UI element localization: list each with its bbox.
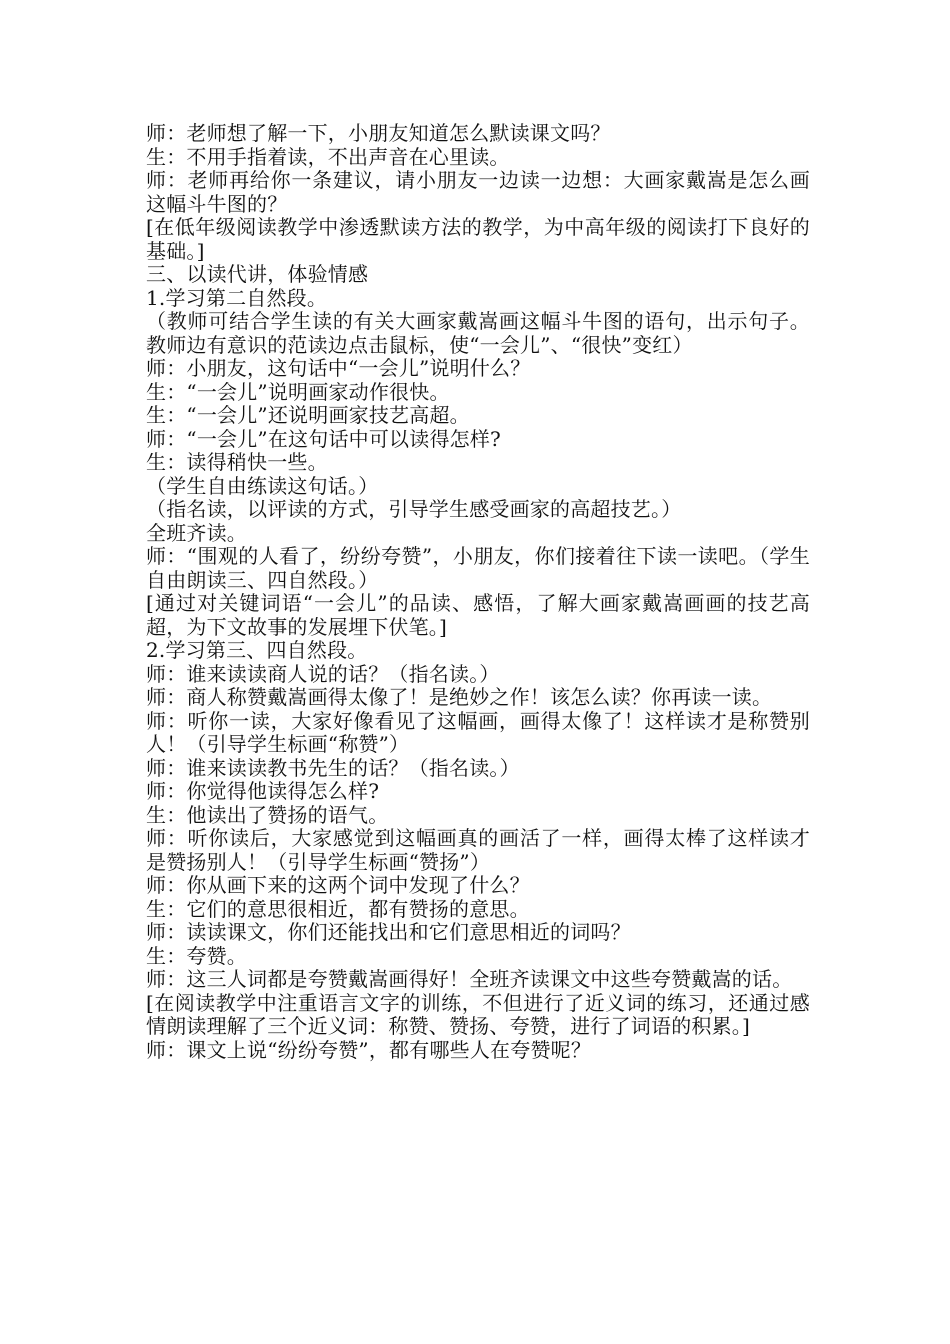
- stage-direction: （指名读，以评读的方式，引导学生感受画家的高超技艺。）: [146, 497, 682, 521]
- stage-direction: （学生自由练读这句话。）: [146, 473, 379, 498]
- dialogue-line: 生：不用手指着读，不出声音在心里读。: [146, 144, 510, 169]
- dialogue-line: 生：“一会儿”说明画家动作很快。: [146, 379, 450, 404]
- subsection-heading: 2.学习第三、四自然段。: [146, 638, 368, 662]
- dialogue-line: 生：他读出了赞扬的语气。: [146, 802, 389, 827]
- dialogue-line: 师：商人称赞戴嵩画得太像了！是绝妙之作！该怎么读？你再读一读。: [146, 685, 773, 709]
- dialogue-line: 生：读得稍快一些。: [146, 450, 328, 474]
- dialogue-line: 师：谁来读读教书先生的话？（指名读。）: [146, 755, 520, 780]
- dialogue-line: 师：课文上说“纷纷夸赞”，都有哪些人在夸赞呢？: [146, 1037, 592, 1062]
- annotation-note: [通过对关键词语“一会儿”的品读、感悟，了解大画家戴嵩画画的技艺高超，为下文故事的发展埋下伏笔。]: [146, 591, 810, 639]
- dialogue-line: 生：“一会儿”还说明画家技艺高超。: [146, 403, 470, 427]
- dialogue-line: 师：听你一读，大家好像看见了这幅画，画得太像了！这样读才是称赞别人！（引导学生标画“称赞”）: [146, 708, 810, 756]
- dialogue-line: 师：你从画下来的这两个词中发现了什么？: [146, 873, 530, 897]
- dialogue-line: 生：它们的意思很相近，都有赞扬的意思。: [146, 896, 530, 921]
- annotation-note: [在阅读教学中注重语言文字的训练，不但进行了近义词的练习，还通过感情朗读理解了三个近义词：称赞、赞扬、夸赞，进行了词语的积累。]: [146, 990, 810, 1038]
- dialogue-line: 师：这三人词都是夸赞戴嵩画得好！全班齐读课文中这些夸赞戴嵩的话。: [146, 967, 793, 991]
- dialogue-line: 师：读读课文，你们还能找出和它们意思相近的词吗？: [146, 920, 631, 944]
- dialogue-line: 师：“一会儿”在这句话中可以读得怎样?: [146, 426, 501, 451]
- section-heading: 三、以读代讲，体验情感: [146, 262, 369, 286]
- annotation-note: [在低年级阅读教学中渗透默读方法的教学，为中高年级的阅读打下良好的基础。]: [146, 215, 810, 263]
- dialogue-line: 师：老师再给你一条建议，请小朋友一边读一边想：大画家戴嵩是怎么画这幅斗牛图的？: [146, 168, 810, 216]
- document-page: [146, 122, 810, 1062]
- dialogue-line: 师：你觉得他读得怎么样?: [146, 779, 380, 803]
- dialogue-line: 师：听你读后，大家感觉到这幅画真的画活了一样，画得太棒了这样读才是赞扬别人！（引导学生标画“赞扬”）: [146, 826, 810, 874]
- stage-direction: （教师可结合学生读的有关大画家戴嵩画这幅斗牛图的语句，出示句子。教师边有意识的范读边点击鼠标，使“一会儿”、“很快”变红）: [146, 309, 810, 357]
- subsection-heading: 1.学习第二自然段。: [146, 285, 328, 310]
- dialogue-line: 师：小朋友，这句话中“一会儿”说明什么？: [146, 356, 531, 380]
- dialogue-line: 师：谁来读读商人说的话？（指名读。）: [146, 661, 500, 686]
- dialogue-line: 师：“围观的人看了，纷纷夸赞”，小朋友，你们接着往下读一读吧。（学生自由朗读三、四自然段。）: [146, 544, 810, 592]
- stage-direction: 全班齐读。: [146, 520, 247, 545]
- dialogue-line: 生：夸赞。: [146, 943, 247, 968]
- dialogue-line: 师：老师想了解一下，小朋友知道怎么默读课文吗？: [146, 121, 611, 145]
